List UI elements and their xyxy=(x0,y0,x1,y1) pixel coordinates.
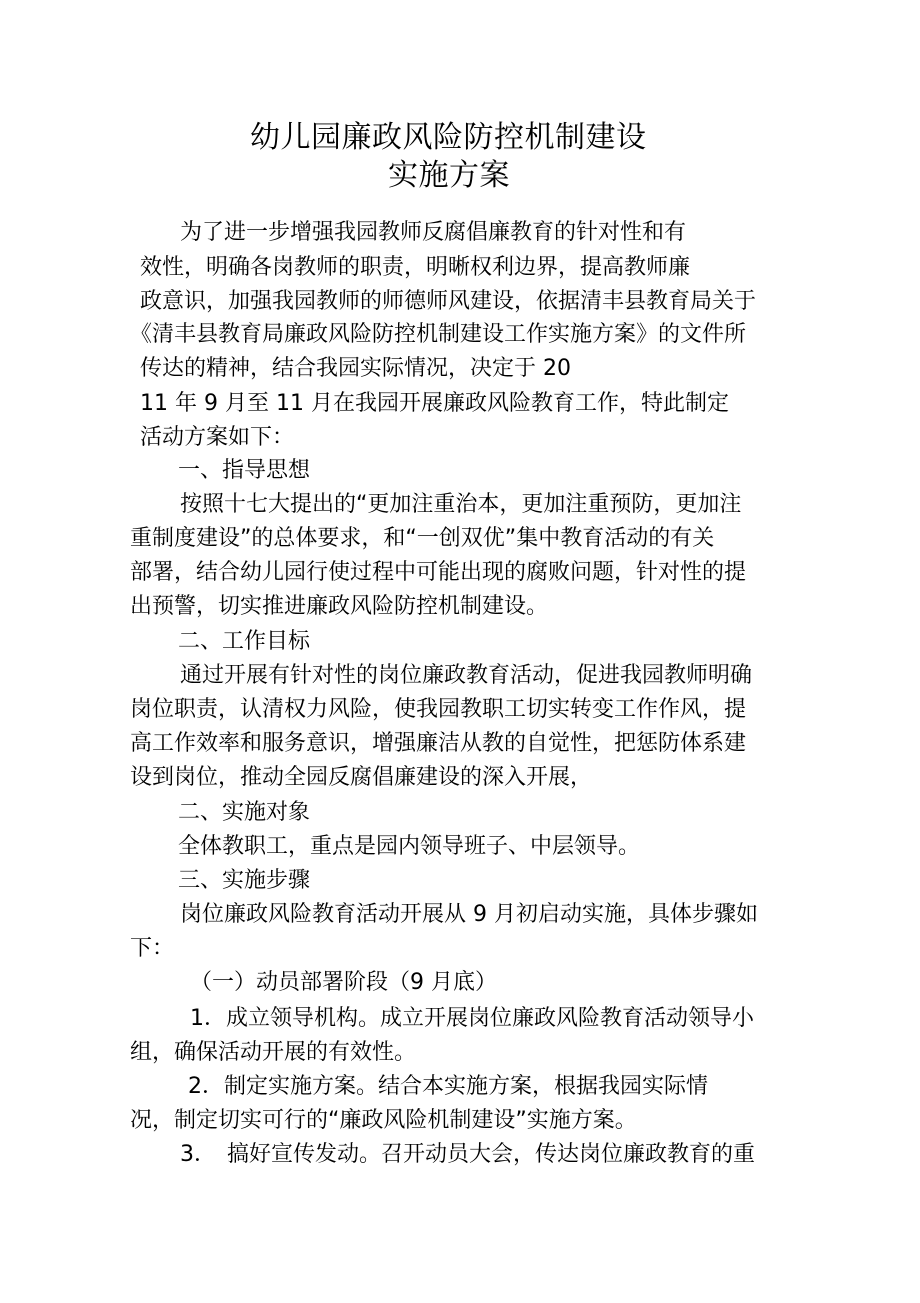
body-line: 2．制定实施方案。结合本实施方案，根据我园实际情 xyxy=(188,1074,708,1099)
body-line: 《清丰县教育局廉政风险防控机制建设工作实施方案》的文件所 xyxy=(130,322,747,347)
body-line: 高工作效率和服务意识，增强廉洁从教的自觉性，把惩防体系建 xyxy=(130,731,747,756)
section-heading: 三、实施步骤 xyxy=(178,868,311,893)
section-heading: 一、指导思想 xyxy=(178,458,311,483)
body-line: 重制度建设”的总体要求，和“一创双优”集中教育活动的有关 xyxy=(130,526,715,551)
section-heading: 二、工作目标 xyxy=(178,629,311,654)
body-line: 活动方案如下： xyxy=(140,425,295,450)
body-line: 效性，明确各岗教师的职责，明晰权利边界，提高教师廉 xyxy=(140,255,691,280)
body-line: 出预警，切实推进廉政风险防控机制建设。 xyxy=(130,594,549,619)
document-title-line-2: 实施方案 xyxy=(388,158,510,193)
body-line: 全体教职工，重点是园内领导班子、中层领导。 xyxy=(178,834,641,859)
body-line: 组，确保活动开展的有效性。 xyxy=(130,1040,417,1065)
document-title-line-1: 幼儿园廉政风险防控机制建设 xyxy=(250,120,647,155)
body-line: 设到岗位，推动全园反腐倡廉建设的深入开展， xyxy=(130,765,593,790)
section-heading: 二、实施对象 xyxy=(178,800,311,825)
body-line: 3． 搞好宣传发动。召开动员大会，传达岗位廉政教育的重 xyxy=(180,1142,755,1167)
body-line: 传达的精神，结合我园实际情况，决定于 20 xyxy=(140,356,571,381)
body-line: 部署，结合幼儿园行使过程中可能出现的腐败问题，针对性的提 xyxy=(130,560,747,585)
subsection-heading: （一）动员部署阶段（9 月底） xyxy=(190,970,497,995)
body-line: 按照十七大提出的“更加注重治本，更加注重预防，更加注 xyxy=(180,492,742,517)
body-line: 岗位职责，认清权力风险，使我园教职工切实转变工作作风，提 xyxy=(130,697,747,722)
body-line: 1．成立领导机构。成立开展岗位廉政风险教育活动领导小 xyxy=(190,1006,754,1031)
body-line: 政意识，加强我园教师的师德师风建设，依据清丰县教育局关于 xyxy=(140,289,757,314)
body-line: 岗位廉政风险教育活动开展从 9 月初启动实施，具体步骤如 xyxy=(180,902,758,927)
body-line: 为了进一步增强我园教师反腐倡廉教育的针对性和有 xyxy=(180,220,687,245)
body-line: 况，制定切实可行的“廉政风险机制建设”实施方案。 xyxy=(130,1108,637,1133)
body-line: 通过开展有针对性的岗位廉政教育活动，促进我园教师明确 xyxy=(180,663,753,688)
body-line: 下： xyxy=(130,936,175,961)
body-line: 11 年 9 月至 11 月在我园开展廉政风险教育工作，特此制定 xyxy=(140,391,729,416)
